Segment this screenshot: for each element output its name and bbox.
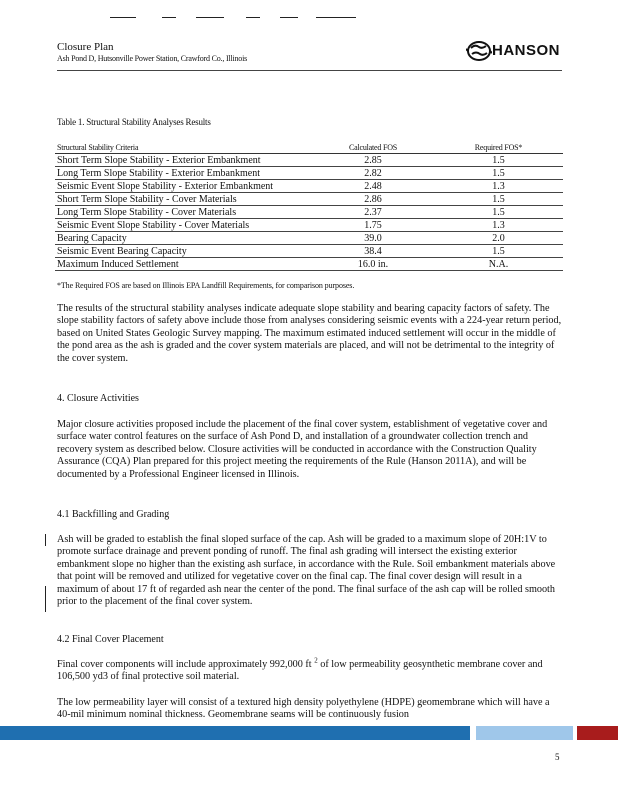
header-rule [57, 70, 562, 71]
final-cover-paragraph [57, 656, 562, 684]
change-bar [45, 586, 46, 612]
geomembrane-paragraph [57, 697, 562, 722]
column-header: Structural Stability Criteria [55, 142, 312, 154]
required-fos-cell: N.A. [434, 258, 563, 271]
table-caption: Table 1. Structural Stability Analyses Results [57, 117, 211, 127]
document-title: Closure Plan [57, 41, 114, 53]
section-heading-closure-activities: 4. Closure Activities [57, 393, 139, 404]
column-header: Required FOS* [434, 142, 563, 154]
calculated-fos-cell: 2.37 [312, 206, 434, 219]
table-row [55, 167, 563, 180]
table-row [55, 154, 563, 167]
paragraph-text: of low permeability geosynthetic membrane cover and 106,500 yd3 of final protective soil material. [57, 659, 543, 683]
header-decoration [110, 17, 370, 23]
calculated-fos-cell: 39.0 [312, 232, 434, 245]
required-fos-cell: 1.5 [434, 167, 563, 180]
table-footnote: *The Required FOS are based on Illinois EPA Landfill Requirements, for comparison purposes. [57, 281, 355, 290]
table-row [55, 232, 563, 245]
footer-color-bar [0, 726, 618, 740]
required-fos-cell: 1.5 [434, 154, 563, 167]
criteria-cell: Seismic Event Slope Stability - Exterior Embankment [55, 180, 312, 193]
criteria-cell: Seismic Event Bearing Capacity [55, 245, 312, 258]
required-fos-cell: 1.3 [434, 219, 563, 232]
required-fos-cell: 1.3 [434, 180, 563, 193]
criteria-cell: Seismic Event Slope Stability - Cover Materials [55, 219, 312, 232]
criteria-cell: Long Term Slope Stability - Cover Materials [55, 206, 312, 219]
paragraph-text: Ash will be graded to establish the final sloped surface of the cap. Ash will be graded to a maximum slope of 20H:1V to promote surface drainage and prevent ponding of runoff. The final ash grading will intersect the existing exterior embankment slope no higher than the existing ash surface, in accordance with the Rule. Soil embankment materials above that point will be removed and utilized for vegetative cover on the final cap. The final cover design will result in a maximum of about 17 ft of regarded ash near the center of the pond. The final surface of the ash cap will be rolled smooth prior to the placement of the final cover system. [57, 534, 556, 608]
footer-bar-blue [0, 726, 470, 740]
paragraph-text: Final cover components will include approximately 992,000 ft [57, 659, 315, 670]
superscript: 2 [314, 656, 318, 665]
criteria-cell: Maximum Induced Settlement [55, 258, 312, 271]
criteria-cell: Long Term Slope Stability - Exterior Embankment [55, 167, 312, 180]
calculated-fos-cell: 38.4 [312, 245, 434, 258]
table-row [55, 180, 563, 193]
calculated-fos-cell: 2.85 [312, 154, 434, 167]
page-number: 5 [555, 752, 560, 762]
calculated-fos-cell: 1.75 [312, 219, 434, 232]
required-fos-cell: 2.0 [434, 232, 563, 245]
calculated-fos-cell: 16.0 in. [312, 258, 434, 271]
hanson-logo [466, 40, 566, 62]
paragraph-text: The low permeability layer will consist of a textured high density polyethylene (HDPE) geomembrane which will have a 40-mil minimum nominal thickness. Geomembrane seams will be continuously fusion [57, 697, 550, 721]
required-fos-cell: 1.5 [434, 245, 563, 258]
table-row [55, 193, 563, 206]
closure-activities-paragraph [57, 419, 562, 481]
criteria-cell: Short Term Slope Stability - Cover Materials [55, 193, 312, 206]
table-header-row [55, 142, 563, 154]
required-fos-cell: 1.5 [434, 193, 563, 206]
paragraph-text: Major closure activities proposed include the placement of the final cover system, establishment of vegetative cover and surface water control features on the surface of Ash Pond D, and installation of a groundwater collection trench and recovery system as described below. Closure activities will be conducted in accordance with the Construction Quality Assurance (CQA) Plan prepared for this project meeting the requirements of the Rule (Hanson 2011A), and will be documented by a Professional Engineer licensed in Illinois. [57, 419, 548, 480]
grading-paragraph [57, 534, 562, 608]
footer-bar-lightblue [476, 726, 573, 740]
section-heading-backfilling-grading: 4.1 Backfilling and Grading [57, 509, 170, 520]
change-bar [45, 534, 46, 546]
logo-text: HANSON [492, 42, 561, 59]
section-heading-final-cover: 4.2 Final Cover Placement [57, 634, 164, 645]
table-row [55, 245, 563, 258]
calculated-fos-cell: 2.48 [312, 180, 434, 193]
table-row [55, 258, 563, 271]
criteria-cell: Bearing Capacity [55, 232, 312, 245]
stability-results-table [55, 142, 563, 271]
required-fos-cell: 1.5 [434, 206, 563, 219]
criteria-cell: Short Term Slope Stability - Exterior Embankment [55, 154, 312, 167]
document-subtitle: Ash Pond D, Hutsonville Power Station, Crawford Co., Illinois [57, 54, 248, 63]
results-paragraph [57, 303, 562, 365]
table-row [55, 219, 563, 232]
footer-bar-red [577, 726, 618, 740]
calculated-fos-cell: 2.86 [312, 193, 434, 206]
paragraph-text: The results of the structural stability analyses indicate adequate slope stability and bearing capacity factors of safety. The slope stability factors of safety above include those from analyses considering seismic events with a 224-year return period, based on United States Geologic Survey mapping. The maximum estimated induced settlement will occur in the middle of the pond area as the ash is graded and the cover system materials are placed, and will not be detrimental to the integrity of the cover system. [57, 303, 562, 364]
globe-icon [466, 40, 492, 62]
calculated-fos-cell: 2.82 [312, 167, 434, 180]
column-header: Calculated FOS [312, 142, 434, 154]
table-row [55, 206, 563, 219]
